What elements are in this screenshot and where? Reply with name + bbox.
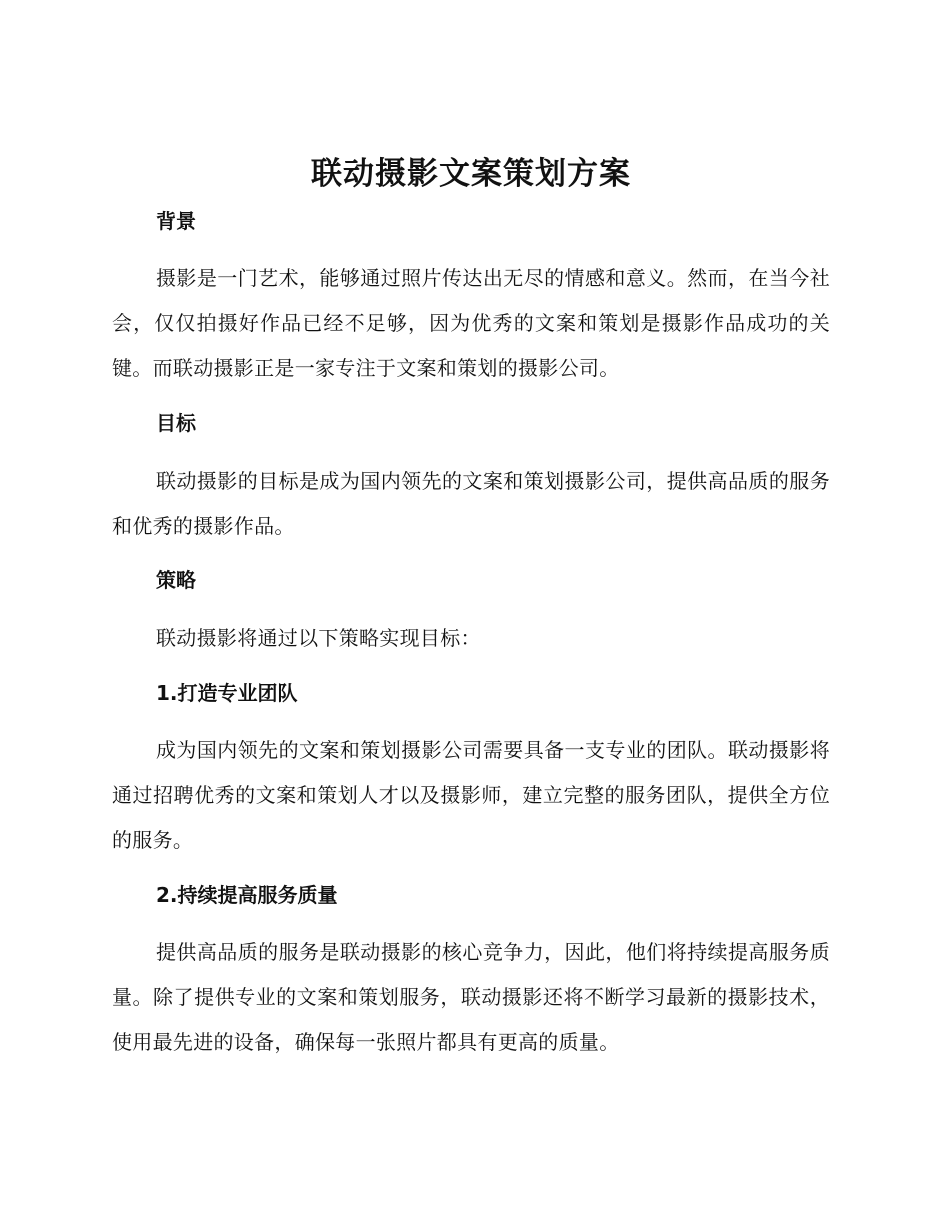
section-paragraph-team: 成为国内领先的文案和策划摄影公司需要具备一支专业的团队。联动摄影将通过招聘优秀的文案和策划人才以及摄影师，建立完整的服务团队，提供全方位的服务。	[112, 738, 830, 852]
section-heading-goal: 目标	[156, 411, 196, 435]
section-heading-strategy: 策略	[156, 568, 196, 592]
section-paragraph-goal: 联动摄影的目标是成为国内领先的文案和策划摄影公司，提供高品质的服务和优秀的摄影作品。	[112, 469, 830, 538]
section-paragraph-background: 摄影是一门艺术，能够通过照片传达出无尽的情感和意义。然而，在当今社会，仅仅拍摄好作品已经不足够，因为优秀的文案和策划是摄影作品成功的关键。而联动摄影正是一家专注于文案和策划的摄影公司。	[112, 266, 830, 380]
section-heading-background: 背景	[156, 209, 196, 233]
document-title: 联动摄影文案策划方案	[311, 156, 631, 192]
section-paragraph-strategy: 联动摄影将通过以下策略实现目标：	[156, 626, 481, 650]
section-heading-quality: 2.持续提高服务质量	[156, 883, 338, 907]
section-paragraph-quality: 提供高品质的服务是联动摄影的核心竞争力，因此，他们将持续提高服务质量。除了提供专业的文案和策划服务，联动摄影还将不断学习最新的摄影技术，使用最先进的设备，确保每一张照片都具有更高的质量。	[112, 940, 830, 1054]
document-page	[112, 150, 830, 1065]
section-heading-team: 1.打造专业团队	[156, 681, 298, 705]
